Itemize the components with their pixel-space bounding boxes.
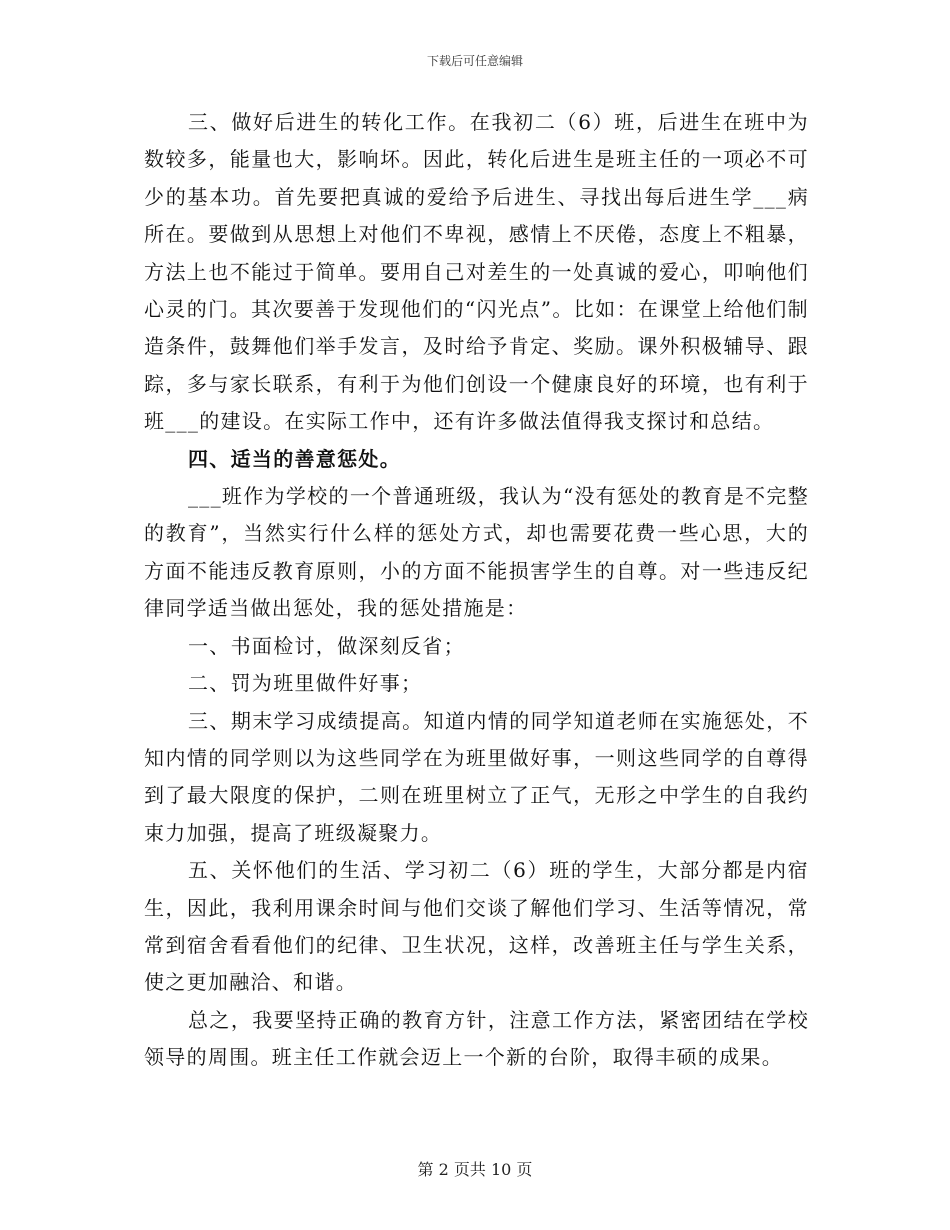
list-item-written-review: 一、书面检讨，做深刻反省； — [188, 633, 465, 658]
document-body — [144, 104, 809, 1077]
paragraph-care-for-students: 五、关怀他们的生活、学习初二（6）班的学生，大部分都是内宿生，因此，我利用课余时间与他们交谈了解他们学习、生活等情况，常常到宿舍看看他们的纪律、卫生状况，这样，改善班主任与学生关系，使之更加融洽、和谐。 — [144, 858, 809, 995]
list-item-grade-improvement: 三、期末学习成绩提高。知道内情的同学知道老师在实施惩处，不知内情的同学则以为这些同学在为班里做好事，一则这些同学的自尊得到了最大限度的保护，二则在班里树立了正气，无形之中学生的自我约束力加强，提高了班级凝聚力。 — [144, 708, 809, 845]
page-header: 下载后可任意编辑 — [426, 54, 523, 68]
paragraph-conclusion: 总之，我要坚持正确的教育方针，注意工作方法，紧密团结在学校领导的周围。班主任工作就会迈上一个新的台阶，取得丰硕的成果。 — [144, 1007, 809, 1070]
section-heading-punishment: 四、适当的善意惩处。 — [188, 446, 401, 471]
list-item-good-deed: 二、罚为班里做件好事； — [188, 671, 423, 696]
paragraph-transform-students: 三、做好后进生的转化工作。在我初二（6）班，后进生在班中为数较多，能量也大，影响坏。因此，转化后进生是班主任的一项必不可少的基本功。首先要把真诚的爱给予后进生、寻找出每后进生学___病所在。要做到从思想上对他们不卑视，感情上不厌倦，态度上不粗暴，方法上也不能过于简单。要用自己对差生的一处真诚的爱心，叩响他们心灵的门。其次要善于发现他们的“闪光点”。比如：在课堂上给他们制造条件，鼓舞他们举手发言，及时给予肯定、奖励。课外积极辅导、跟踪，多与家长联系，有利于为他们创设一个健康良好的环境，也有利于班___的建设。在实际工作中，还有许多做法值得我支探讨和总结。 — [144, 110, 809, 434]
page-number: 第 2 页共 10 页 — [417, 1160, 533, 1179]
paragraph-punishment-intro: ___班作为学校的一个普通班级，我认为“没有惩处的教育是不完整的教育”，当然实行什么样的惩处方式，却也需要花费一些心思，大的方面不能违反教育原则，小的方面不能损害学生的自尊。对一些违反纪律同学适当做出惩处，我的惩处措施是： — [144, 484, 809, 621]
